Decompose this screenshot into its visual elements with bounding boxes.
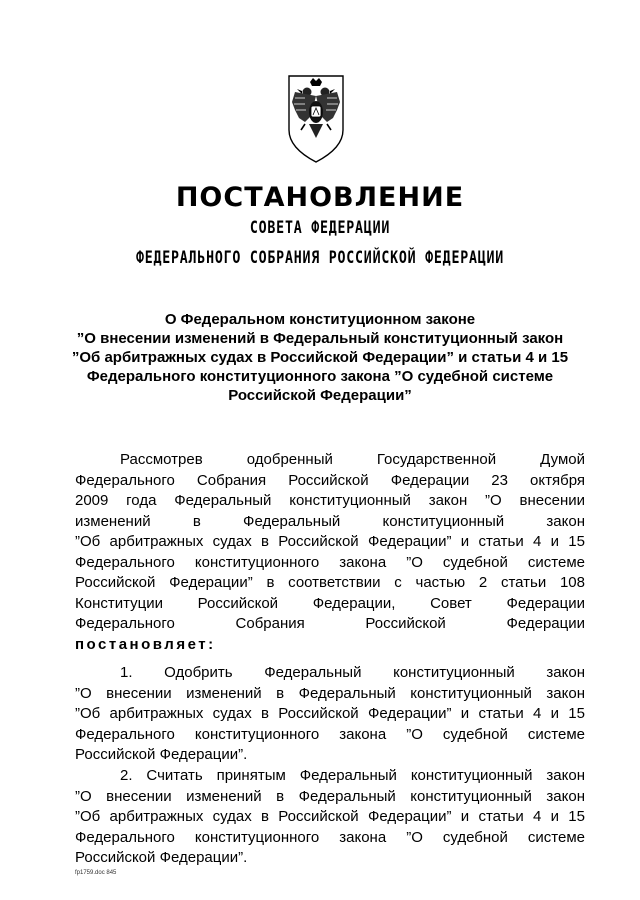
text-line: ”Об арбитражных судах в Российской Федерации” и статьи 4 и 15 — [75, 533, 585, 550]
text-line: 2. Считать принятым Федеральный конституционный закон — [120, 767, 585, 784]
text-line: Федерального Собрания Российской Федерации 23 октября — [75, 471, 585, 489]
text-line: Российской Федерации”. — [75, 849, 248, 866]
heading-line: Российской Федерации” — [228, 387, 412, 404]
document-type-title: ПОСТАНОВЛЕНИЕ — [175, 182, 465, 213]
item-2-paragraph — [75, 766, 585, 869]
heading-line: ”Об арбитражных судах в Российской Федерации” и статьи 4 и 15 — [71, 349, 569, 366]
heading-line: Федерального конституционного закона ”О судебной системе — [86, 368, 554, 385]
text-line: Конституции Российской Федерации, Совет Федерации — [75, 594, 585, 612]
text-line: 2009 года Федеральный конституционный закон ”О внесении — [75, 492, 585, 509]
text-line: Федерального конституционного закона ”О судебной системе — [75, 553, 585, 571]
text-line: Российской Федерации” в соответствии с частью 2 статьи 108 — [75, 574, 585, 591]
text-line: Федерального конституционного закона ”О судебной системе — [75, 828, 585, 846]
text-line: 1. Одобрить Федеральный конституционный закон — [120, 664, 585, 681]
text-line: Российской Федерации”. — [75, 746, 248, 763]
text-line: ”О внесении изменений в Федеральный конституционный закон — [75, 787, 585, 805]
text-line: Федерального Собрания Российской Федерации — [75, 615, 585, 632]
item-1-paragraph — [75, 663, 585, 766]
issuing-body-line-2: ФЕДЕРАЛЬНОГО СОБРАНИЯ РОССИЙСКОЙ ФЕДЕРАЦИИ — [135, 248, 505, 268]
text-line: Федерального конституционного закона ”О судебной системе — [75, 725, 585, 743]
coat-of-arms-emblem — [283, 72, 349, 164]
resolution-heading — [40, 310, 600, 405]
heading-line: ”О внесении изменений в Федеральный конституционный закон — [76, 330, 564, 347]
issuing-body-line-1: СОВЕТА ФЕДЕРАЦИИ — [249, 218, 391, 238]
text-line: ”Об арбитражных судах в Российской Федерации” и статьи 4 и 15 — [75, 705, 585, 722]
preamble-paragraph — [75, 450, 585, 655]
document-code: fp1759.doc 845 — [75, 870, 117, 876]
text-line: Рассмотрев одобренный Государственной Думой — [120, 451, 585, 468]
resolves-word: постановляет: — [75, 635, 216, 653]
text-line: изменений в Федеральный конституционный закон — [75, 512, 585, 530]
text-line: ”Об арбитражных судах в Российской Федерации” и статьи 4 и 15 — [75, 808, 585, 825]
heading-line: О Федеральном конституционном законе — [164, 311, 476, 328]
text-line: ”О внесении изменений в Федеральный конституционный закон — [75, 684, 585, 702]
